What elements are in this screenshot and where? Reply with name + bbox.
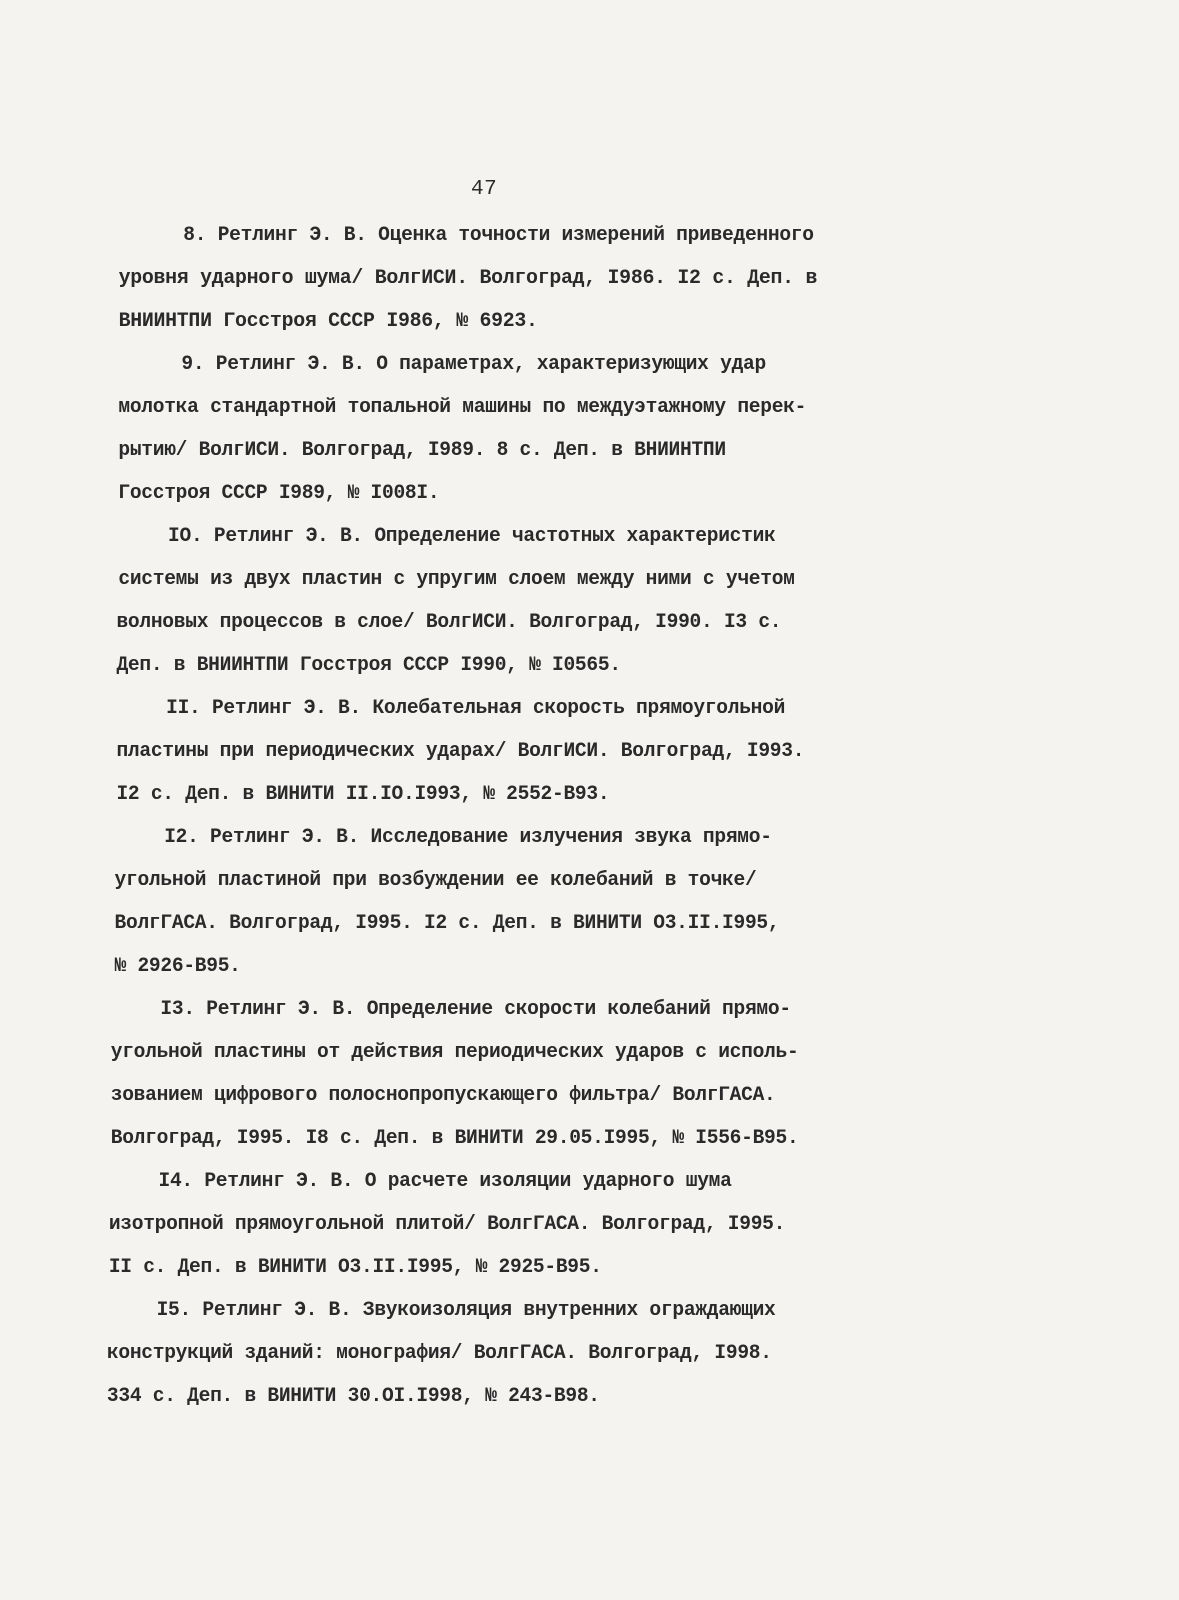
reference-line: волновых процессов в слое/ ВолгИСИ. Волгоград, I990. I3 с. <box>116 611 782 634</box>
reference-item-13 <box>105 988 905 1160</box>
reference-line: 334 с. Деп. в ВИНИТИ 30.OI.I998, № 243-В98. <box>106 1385 600 1408</box>
reference-line: IО. Ретлинг Э. В. Определение частотных характеристик <box>168 525 776 548</box>
reference-line: 9. Ретлинг Э. В. О параметрах, характеризующих удар <box>181 353 766 376</box>
reference-item-14 <box>105 1160 905 1289</box>
reference-line: рытию/ ВолгИСИ. Волгоград, I989. 8 с. Деп. в ВНИИНТПИ <box>118 439 726 462</box>
reference-line: молотка стандартной топальной машины по междуэтажному перек- <box>118 396 807 419</box>
reference-line: Госстроя СССР I989, № I008I. <box>118 482 440 505</box>
reference-item-11 <box>105 687 905 816</box>
reference-item-12 <box>105 816 905 988</box>
reference-line: конструкций зданий: монография/ ВолгГАСА. Волгоград, I998. <box>106 1342 772 1365</box>
reference-line: ВолгГАСА. Волгоград, I995. I2 с. Деп. в ВИНИТИ О3.II.I995, <box>114 912 780 935</box>
reference-item-8 <box>105 214 905 343</box>
reference-line: Волгоград, I995. I8 с. Деп. в ВИНИТИ 29.05.I995, № I556-В95. <box>110 1127 799 1150</box>
reference-item-15 <box>105 1289 905 1418</box>
reference-line: I2. Ретлинг Э. В. Исследование излучения звука прямо- <box>164 826 772 849</box>
reference-line: ВНИИНТПИ Госстроя СССР I986, № 6923. <box>118 310 538 333</box>
reference-line: II. Ретлинг Э. В. Колебательная скорость прямоугольной <box>166 697 786 720</box>
reference-line: I3. Ретлинг Э. В. Определение скорости колебаний прямо- <box>160 998 791 1021</box>
reference-line: I2 с. Деп. в ВИНИТИ II.IO.I993, № 2552-В93. <box>116 783 610 806</box>
reference-line: I5. Ретлинг Э. В. Звукоизоляция внутренних ограждающих <box>156 1299 776 1322</box>
reference-line: II с. Деп. в ВИНИТИ О3.II.I995, № 2925-В95. <box>108 1256 602 1279</box>
reference-line: Деп. в ВНИИНТПИ Госстроя СССР I990, № I0565. <box>116 654 621 677</box>
reference-line: угольной пластины от действия периодических ударов с исполь- <box>110 1041 799 1064</box>
reference-line: № 2926-В95. <box>114 955 241 978</box>
reference-item-10 <box>105 515 905 687</box>
reference-line: системы из двух пластин с упругим слоем между ними с учетом <box>118 568 795 591</box>
reference-line: уровня ударного шума/ ВолгИСИ. Волгоград, I986. I2 с. Деп. в <box>118 267 818 290</box>
reference-line: пластины при периодических ударах/ ВолгИСИ. Волгоград, I993. <box>116 740 805 763</box>
reference-item-9 <box>105 343 905 515</box>
reference-line: изотропной прямоугольной плитой/ ВолгГАСА. Волгоград, I995. <box>108 1213 786 1236</box>
reference-line: I4. Ретлинг Э. В. О расчете изоляции ударного шума <box>158 1170 732 1193</box>
reference-line: 8. Ретлинг Э. В. Оценка точности измерений приведенного <box>183 224 814 247</box>
page-number: 47 <box>471 178 498 201</box>
reference-line: угольной пластиной при возбуждении ее колебаний в точке/ <box>114 869 757 892</box>
reference-list <box>105 214 905 1418</box>
reference-line: зованием цифрового полоснопропускающего фильтра/ ВолгГАСА. <box>110 1084 776 1107</box>
